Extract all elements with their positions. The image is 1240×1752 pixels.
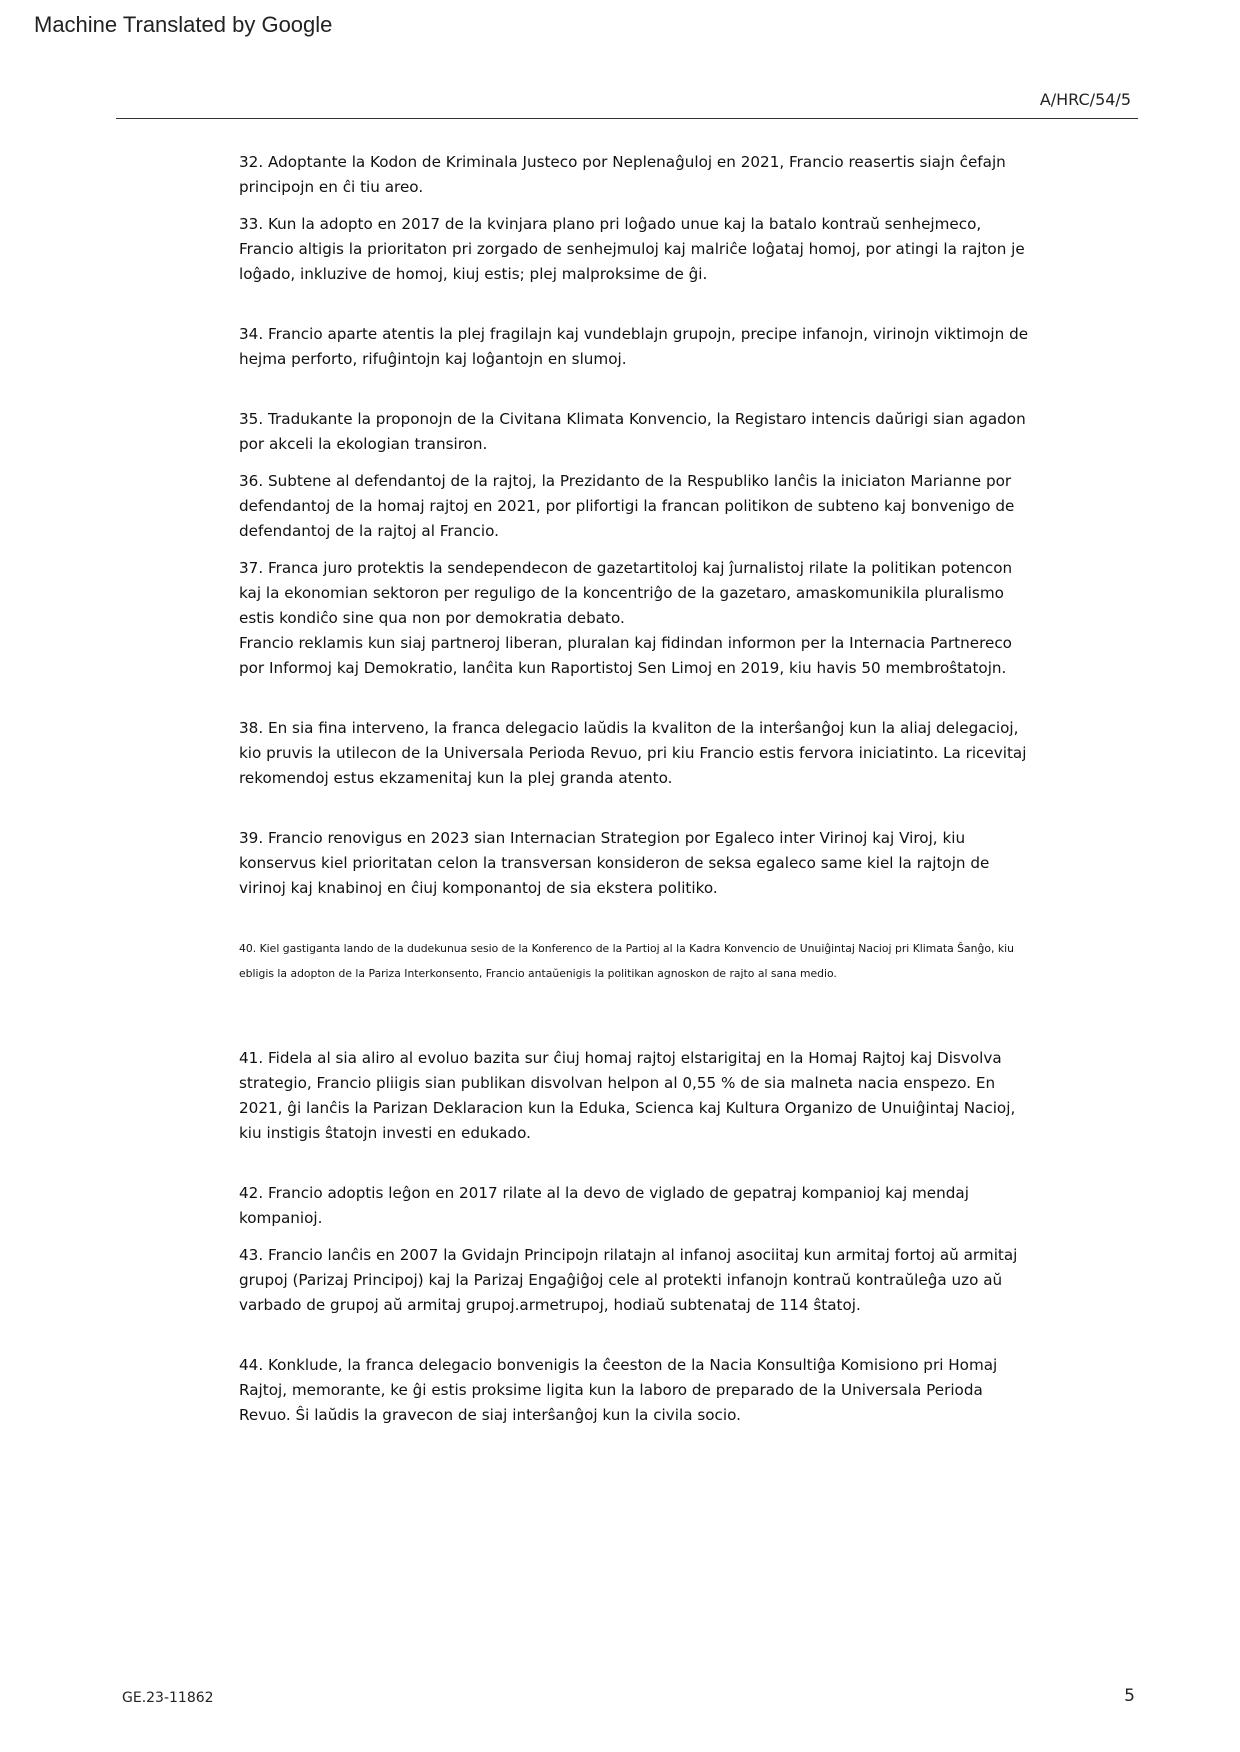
- paragraph-35: 35. Tradukante la proponojn de la Civitana Klimata Konvencio, la Registaro intencis daŭrigi sian agadon por akceli la ekologian transiron.: [239, 410, 1026, 453]
- document-job-number: GE.23-11862: [122, 1690, 214, 1706]
- document-symbol: A/HRC/54/5: [1039, 90, 1131, 109]
- paragraph-40: 40. Kiel gastiganta lando de la dudekunua sesio de la Konferenco de la Partioj al la Kadra Konvencio de Unuiĝintaj Nacioj pri Klimata Ŝanĝo, kiu ebligis la adopton de la Pariza Interkonsento, Francio antaŭenigis la politikan agnoskon de rajto al sana medio.: [239, 942, 1014, 980]
- paragraph-36: 36. Subtene al defendantoj de la rajtoj, la Prezidanto de la Respubliko lanĉis la iniciaton Marianne por defendantoj de la homaj rajtoj en 2021, por plifortigi la francan politikon de subteno kaj bonvenigo de defendantoj de la rajtoj al Francio.: [239, 472, 1015, 540]
- header-divider: [116, 118, 1138, 119]
- paragraph-37: 37. Franca juro protektis la sendependecon de gazetartitoloj kaj ĵurnalistoj rilate la politikan potencon kaj la ekonomian sektoron per reguligo de la koncentriĝo de la gazetaro, amaskomunikila pluralismo estis kondiĉo sine qua non por demokratia debato.: [239, 559, 1013, 627]
- paragraph-42: 42. Francio adoptis leĝon en 2017 rilate al la devo de viglado de gepatraj kompanioj kaj mendaj kompanioj.: [239, 1184, 969, 1227]
- paragraph-39: 39. Francio renovigus en 2023 sian Internacian Strategion por Egaleco inter Virinoj kaj Viroj, kiu konservus kiel prioritatan celon la transversan konsideron de seksa egaleco same kiel la rajtojn de virinoj kaj knabinoj en ĉiuj komponantoj de sia ekstera politiko.: [239, 829, 990, 897]
- machine-translation-banner: Machine Translated by Google: [34, 12, 333, 37]
- paragraph-44: 44. Konklude, la franca delegacio bonvenigis la ĉeeston de la Nacia Konsultiĝa Komisiono pri Homaj Rajtoj, memorante, ke ĝi estis proksime ligita kun la laboro de preparado de la Universala Perioda Revuo. Ŝi laŭdis la gravecon de siaj interŝanĝoj kun la civila socio.: [239, 1356, 998, 1424]
- paragraph-43: 43. Francio lanĉis en 2007 la Gvidajn Principojn rilatajn al infanoj asociitaj kun armitaj fortoj aŭ armitaj grupoj (Parizaj Principoj) kaj la Parizaj Engaĝiĝoj cele al protekti infanojn kontraŭ kontraŭleĝa uzo aŭ varbado de grupoj aŭ armitaj grupoj.armetrupoj, hodiaŭ subtenataj de 114 ŝtatoj.: [239, 1246, 1018, 1314]
- paragraph-38: 38. En sia fina interveno, la franca delegacio laŭdis la kvaliton de la interŝanĝoj kun la aliaj delegacioj, kio pruvis la utilecon de la Universala Perioda Revuo, pri kiu Francio estis fervora iniciatinto. La ricevitaj rekomendoj estus ekzamenitaj kun la plej granda atento.: [239, 719, 1027, 787]
- paragraph-37-continued: Francio reklamis kun siaj partneroj liberan, pluralan kaj fidindan informon per la Internacia Partnereco por Informoj kaj Demokratio, lanĉita kun Raportistoj Sen Limoj en 2019, kiu havis 50 membroŝtatojn.: [239, 634, 1012, 677]
- paragraph-41: 41. Fidela al sia aliro al evoluo bazita sur ĉiuj homaj rajtoj elstarigitaj en la Homaj Rajtoj kaj Disvolva strategio, Francio pliigis sian publikan disvolvan helpon al 0,55 % de sia malneta nacia enspezo. En 2021, ĝi lanĉis la Parizan Deklaracion kun la Eduka, Scienca kaj Kultura Organizo de Unuiĝintaj Nacioj, kiu instigis ŝtatojn investi en edukado.: [239, 1049, 1016, 1142]
- document-body: [239, 150, 1039, 1428]
- page-number: 5: [1124, 1686, 1135, 1706]
- paragraph-34: 34. Francio aparte atentis la plej fragilajn kaj vundeblajn grupojn, precipe infanojn, virinojn viktimojn de hejma perforto, rifuĝintojn kaj loĝantojn en slumoj.: [239, 325, 1029, 368]
- paragraph-33: 33. Kun la adopto en 2017 de la kvinjara plano pri loĝado unue kaj la batalo kontraŭ senhejmeco, Francio altigis la prioritaton pri zorgado de senhejmuloj kaj malriĉe loĝataj homoj, por atingi la rajton je loĝado, inkluzive de homoj, kiuj estis; plej malproksime de ĝi.: [239, 215, 1025, 283]
- paragraph-32: 32. Adoptante la Kodon de Kriminala Justeco por Neplenaĝuloj en 2021, Francio reasertis siajn ĉefajn principojn en ĉi tiu areo.: [239, 153, 1006, 196]
